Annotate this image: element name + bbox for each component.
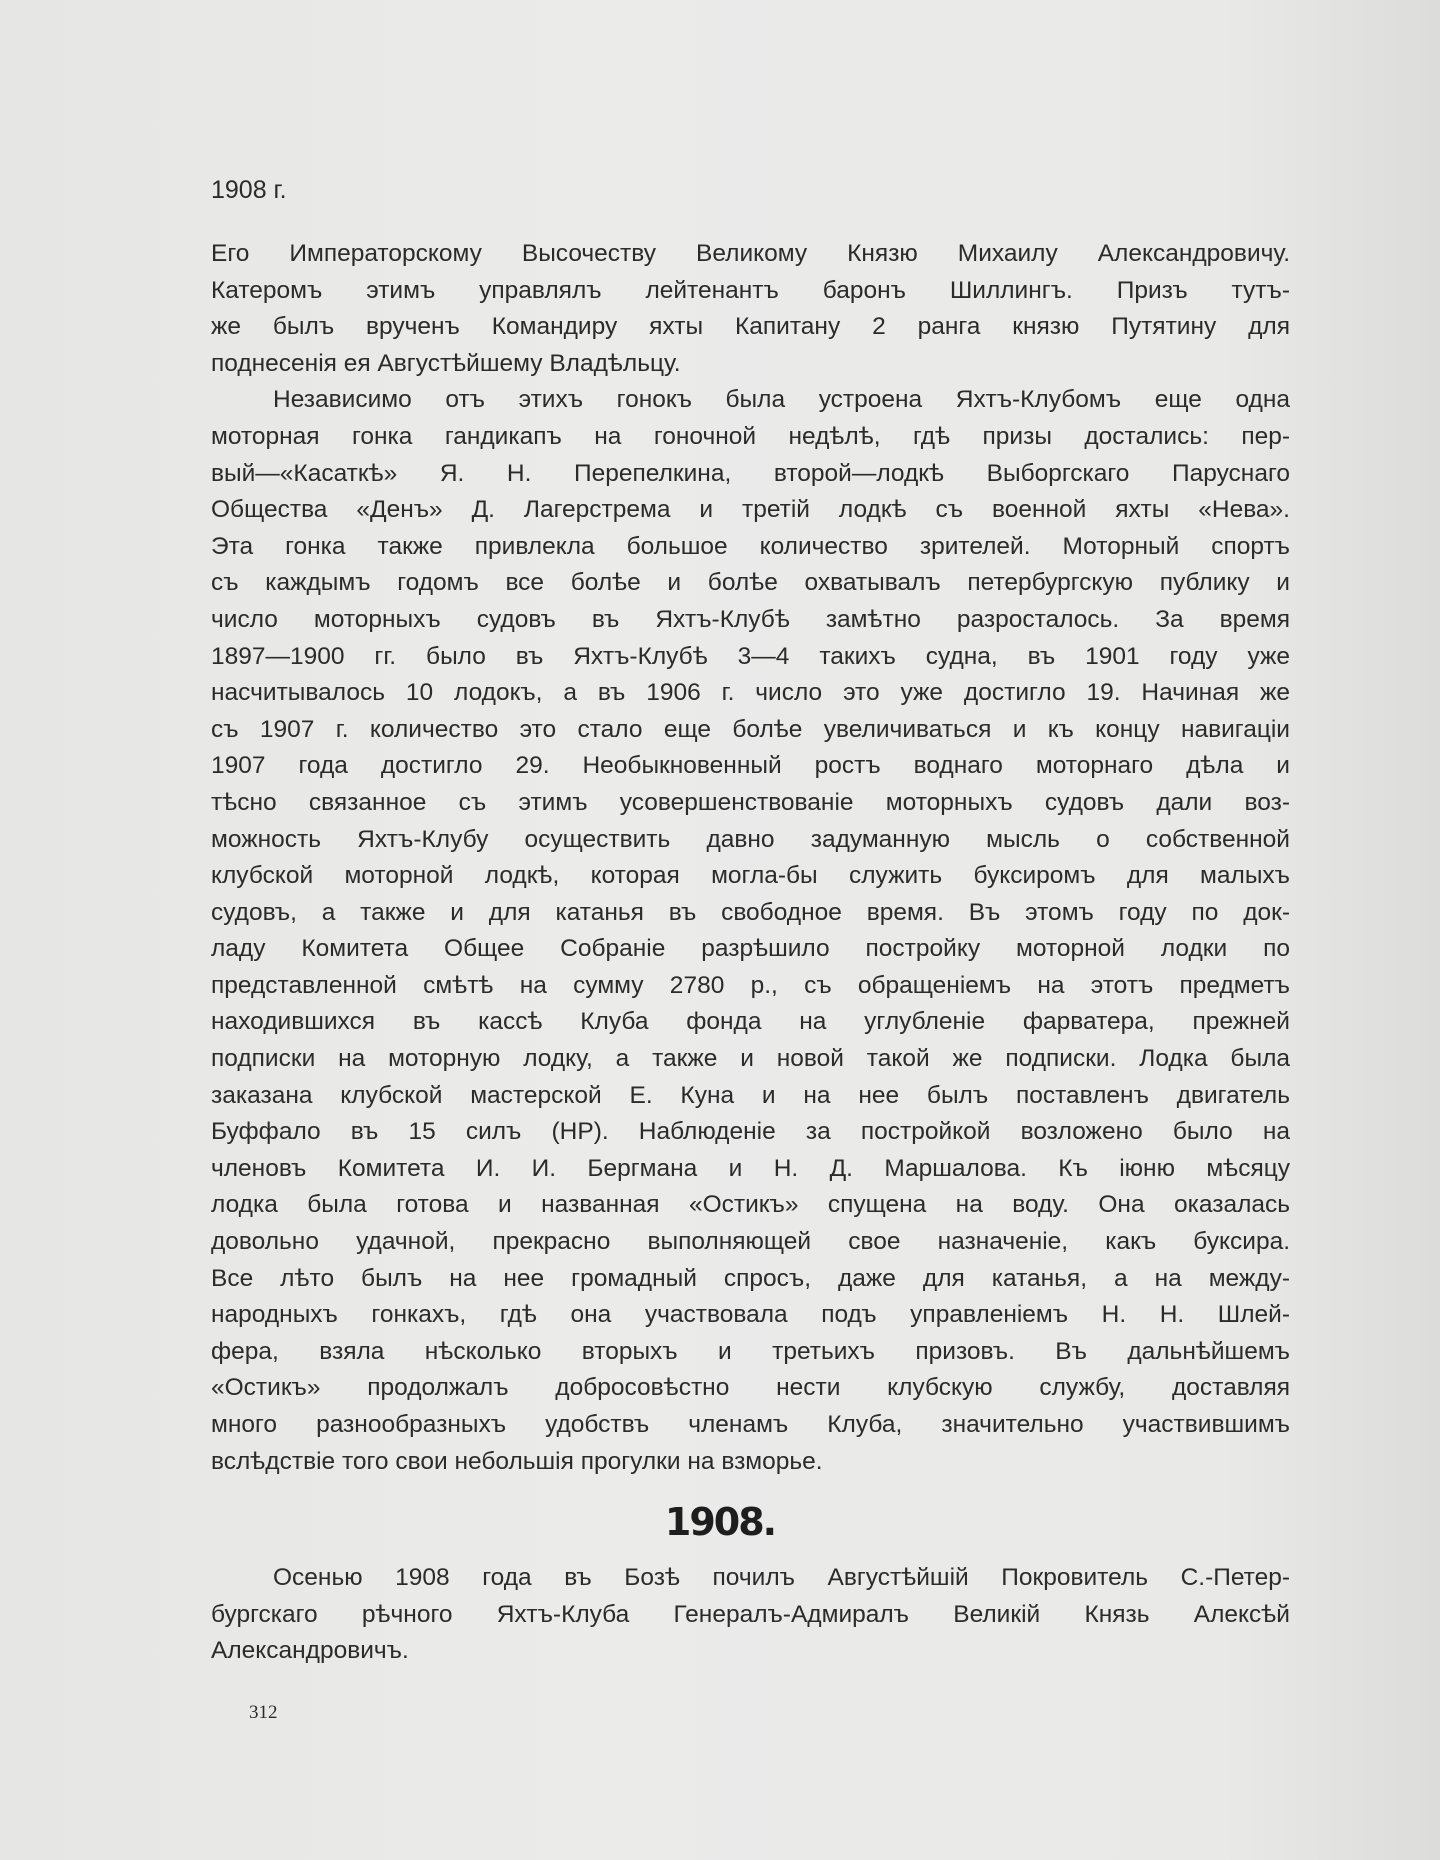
text-line: судовъ, а также и для катанья въ свободное время. Въ этомъ году по док- [211, 898, 1290, 926]
text-line: моторная гонка гандикапъ на гоночной недѣлѣ, гдѣ призы достались: пер- [211, 422, 1290, 450]
text-line: вслѣдствіе того свои небольшія прогулки на взморье. [211, 1447, 823, 1475]
text-line: Буффало въ 15 силъ (HP). Наблюденіе за постройкой возложено было на [211, 1118, 1290, 1146]
text-line: поднесенія ея Августѣйшему Владѣльцу. [211, 349, 681, 377]
text-line: Осенью 1908 года въ Бозѣ почилъ Августѣйшій Покровитель С.-Петер- [273, 1564, 1290, 1591]
text-line: Общества «Денъ» Д. Лагерстрема и третій лодкѣ съ военной яхты «Нева». [211, 496, 1290, 524]
text-line: ладу Комитета Общее Собраніе разрѣшило постройку моторной лодки по [211, 935, 1290, 963]
text-line: Александровичъ. [211, 1637, 409, 1665]
text-line: клубской моторной лодкѣ, которая могла-бы служить буксиромъ для малыхъ [211, 862, 1290, 890]
text-line: довольно удачной, прекрасно выполняющей свое назначеніе, какъ буксира. [211, 1228, 1290, 1256]
body-text [211, 236, 1290, 1480]
text-line: находившихся въ кассѣ Клуба фонда на углубленіе фарватера, прежней [211, 1008, 1290, 1036]
section-heading: 1908. [664, 1500, 776, 1544]
text-line: членовъ Комитета И. И. Бергмана и Н. Д. Маршалова. Къ іюню мѣсяцу [211, 1154, 1290, 1182]
page-number: 312 [249, 1702, 278, 1723]
text-line: бургскаго рѣчного Яхтъ-Клуба Генералъ-Адмиралъ Великій Князь Алексѣй [211, 1600, 1290, 1628]
text-line: лодка была готова и названная «Остикъ» спущена на воду. Она оказалась [211, 1191, 1290, 1219]
text-line: фера, взяла нѣсколько вторыхъ и третьихъ призовъ. Въ дальнѣйшемъ [211, 1337, 1290, 1365]
text-line: насчитывалось 10 лодокъ, а въ 1906 г. число это уже достигло 19. Начиная же [211, 679, 1290, 707]
text-line: Его Императорскому Высочеству Великому Князю Михаилу Александровичу. [211, 240, 1290, 267]
text-line: тѣсно связанное съ этимъ усовершенствованіе моторныхъ судовъ дали воз- [211, 788, 1290, 816]
text-line: 1907 года достигло 29. Необыкновенный ростъ воднаго моторнаго дѣла и [211, 752, 1290, 780]
text-line: съ 1907 г. количество это стало еще болѣе увеличиваться и къ концу навигаціи [211, 715, 1290, 743]
section-text [211, 1560, 1290, 1670]
text-line: число моторныхъ судовъ въ Яхтъ-Клубѣ замѣтно разросталось. За время [211, 605, 1290, 633]
text-line: народныхъ гонкахъ, гдѣ она участвовала подъ управленіемъ Н. Н. Шлей- [211, 1301, 1290, 1329]
text-line: представленной смѣтѣ на сумму 2780 р., съ обращеніемъ на этотъ предметъ [211, 971, 1290, 999]
text-line: заказана клубской мастерской Е. Куна и на нее былъ поставленъ двигатель [211, 1081, 1290, 1109]
text-line: много разнообразныхъ удобствъ членамъ Клуба, значительно участвившимъ [211, 1411, 1290, 1438]
text-line: подписки на моторную лодку, а также и новой такой же подписки. Лодка была [211, 1045, 1290, 1073]
text-line: Катеромъ этимъ управлялъ лейтенантъ баронъ Шиллингъ. Призъ тутъ- [211, 276, 1290, 304]
text-line: можность Яхтъ-Клубу осуществить давно задуманную мысль о собственной [211, 825, 1290, 853]
text-line: съ каждымъ годомъ все болѣе и болѣе охватывалъ петербургскую публику и [211, 569, 1290, 597]
text-line: же былъ врученъ Командиру яхты Капитану 2 ранга князю Путятину для [211, 313, 1290, 341]
text-line: Эта гонка также привлекла большое количество зрителей. Моторный спортъ [211, 532, 1290, 560]
text-line: вый—«Касаткѣ» Я. Н. Перепелкина, второй—лодкѣ Выборгскаго Паруснаго [211, 459, 1290, 487]
text-line: Независимо отъ этихъ гонокъ была устроена Яхтъ-Клубомъ еще одна [273, 386, 1290, 414]
text-line: «Остикъ» продолжалъ добросовѣстно нести клубскую службу, доставляя [211, 1374, 1290, 1402]
running-header: 1908 г. [211, 176, 287, 204]
text-line: 1897—1900 гг. было въ Яхтъ-Клубѣ 3—4 такихъ судна, въ 1901 году уже [211, 642, 1290, 670]
text-line: Все лѣто былъ на нее громадный спросъ, даже для катанья, а на между- [211, 1264, 1290, 1292]
